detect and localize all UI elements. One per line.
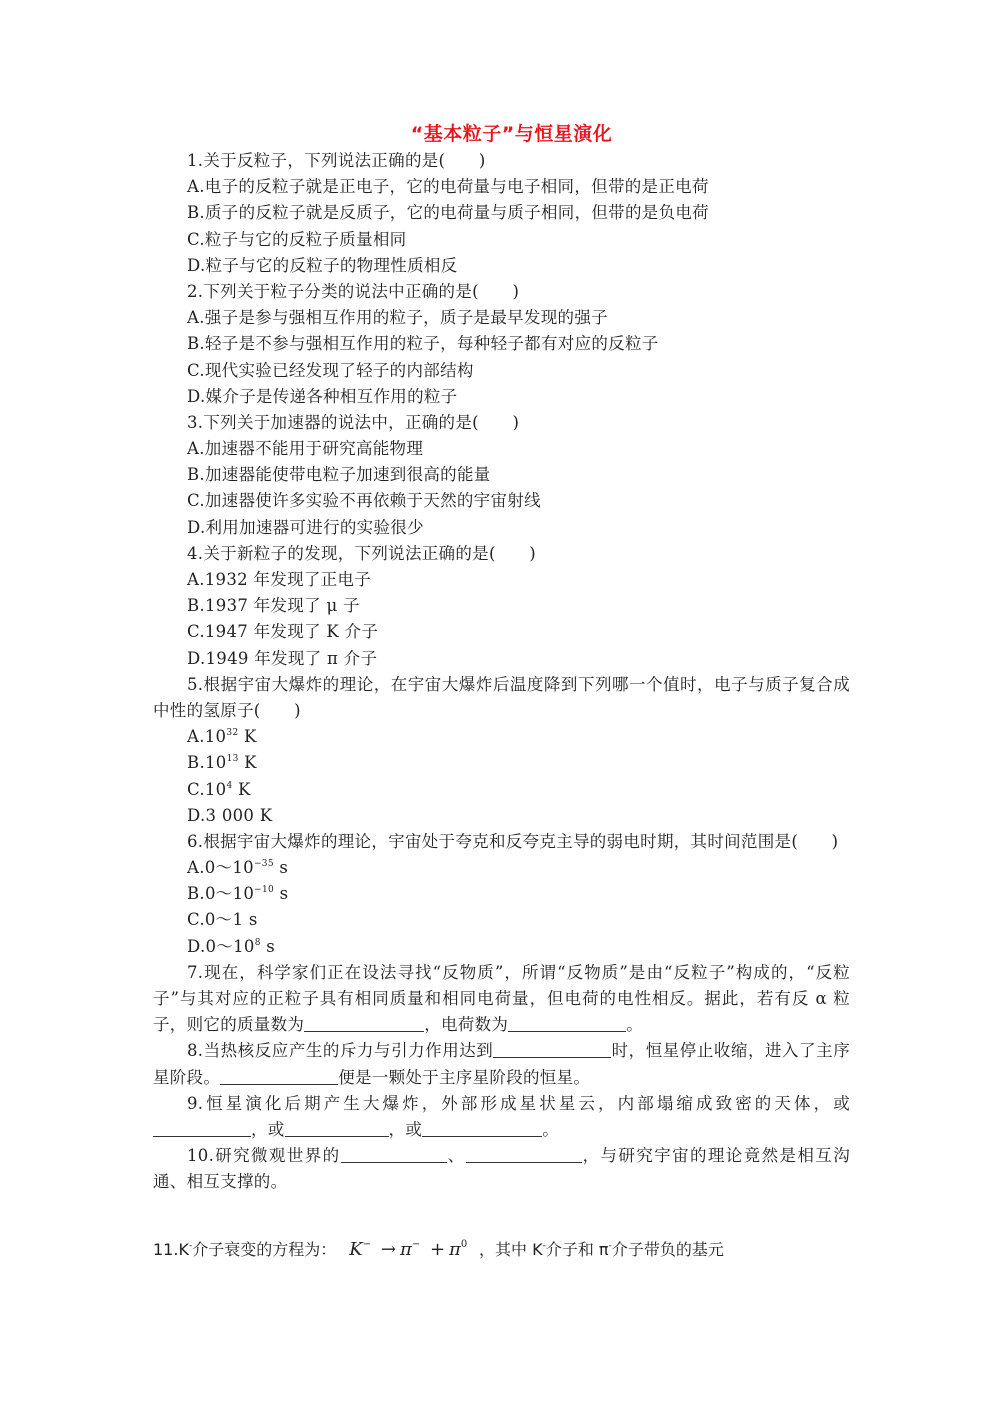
option-d: D.3 000 K bbox=[187, 805, 273, 825]
document-title: “基本粒子”与恒星演化 bbox=[410, 123, 613, 145]
option-d: $D.0\sim 10^8$ s bbox=[187, 936, 276, 956]
document-page bbox=[153, 120, 850, 1196]
option-b: B.1937 年发现了 μ 子 bbox=[187, 596, 360, 616]
option-a: $A.0\sim 10^{-35}$ s bbox=[187, 858, 289, 878]
question-5 bbox=[153, 672, 850, 829]
option-a: A.加速器不能用于研究高能物理 bbox=[187, 439, 424, 459]
fill-blank-remnant-2[interactable] bbox=[285, 1120, 389, 1137]
question-stem: 1.关于反粒子，下列说法正确的是( ) bbox=[187, 151, 486, 170]
option-d: D.粒子与它的反粒子的物理性质相反 bbox=[187, 255, 458, 275]
question-11: 11.K-介子衰变的方程为： $K^- \to \pi^- + \pi^0$ ，其中 K-介子和 π-介子带负的基元 bbox=[153, 1239, 724, 1260]
fill-blank-theory-1[interactable] bbox=[341, 1146, 447, 1163]
fill-blank-remnant-3[interactable] bbox=[422, 1120, 542, 1137]
question-stem: 5.根据宇宙大爆炸的理论，在宇宙大爆炸后温度降到下列哪一个值时，电子与质子复合成中性的氢原子( ) bbox=[153, 674, 850, 720]
question-3 bbox=[153, 410, 850, 541]
option-c: C.1947 年发现了 K 介子 bbox=[187, 622, 379, 642]
fill-blank-remnant-1[interactable] bbox=[153, 1120, 251, 1137]
option-b: $B.0\sim 10^{-10}$ s bbox=[187, 884, 289, 904]
option-c: C.现代实验已经发现了轻子的内部结构 bbox=[187, 360, 474, 380]
option-d: D.利用加速器可进行的实验很少 bbox=[187, 517, 424, 537]
question-6 bbox=[153, 829, 850, 960]
option-b: B.加速器能使带电粒子加速到很高的能量 bbox=[187, 465, 491, 485]
option-a: A.电子的反粒子就是正电子，它的电荷量与电子相同，但带的是正电荷 bbox=[187, 177, 709, 197]
fill-blank-theory-2[interactable] bbox=[466, 1146, 582, 1163]
option-c: $C.10^4$ K bbox=[187, 779, 251, 799]
question-2 bbox=[153, 279, 850, 410]
question-stem: 2.下列关于粒子分类的说法中正确的是( ) bbox=[187, 281, 520, 301]
fill-blank-balance[interactable] bbox=[493, 1041, 611, 1058]
fill-blank-main-sequence-star[interactable] bbox=[220, 1068, 338, 1085]
fill-blank-charge-number[interactable] bbox=[508, 1015, 626, 1032]
option-b: B.质子的反粒子就是反质子，它的电荷量与质子相同，但带的是负电荷 bbox=[187, 203, 709, 223]
question-4 bbox=[153, 541, 850, 672]
option-a: A.强子是参与强相互作用的粒子，质子是最早发现的强子 bbox=[187, 308, 608, 328]
option-c: C.粒子与它的反粒子质量相同 bbox=[187, 229, 407, 249]
option-a: $A.10^{32}$ K bbox=[187, 727, 257, 747]
option-a: A.1932 年发现了正电子 bbox=[187, 570, 372, 589]
fill-blank-mass-number[interactable] bbox=[304, 1015, 424, 1032]
option-b: $B.10^{13}$ K bbox=[187, 753, 257, 773]
decay-equation: $K^- \to \pi^- + \pi^0$ bbox=[349, 1239, 468, 1260]
question-stem: 3.下列关于加速器的说法中，正确的是( ) bbox=[187, 412, 520, 432]
option-d: D.媒介子是传递各种相互作用的粒子 bbox=[187, 386, 458, 406]
question-stem: 6.根据宇宙大爆炸的理论，宇宙处于夸克和反夸克主导的弱电时期，其时间范围是( ) bbox=[187, 831, 839, 851]
question-9: 9.恒星演化后期产生大爆炸，外部形成星状星云，内部塌缩成致密的天体，或，或 ，或 。 bbox=[153, 1091, 850, 1143]
option-c: C.加速器使许多实验不再依赖于天然的宇宙射线 bbox=[187, 491, 541, 511]
question-10: 10.研究微观世界的 、 ，与研究宇宙的理论竟然是相互沟通、相互支撑的。 bbox=[153, 1146, 850, 1192]
question-7: 7.现在，科学家们正在设法寻找“反物质”，所谓“反物质”是由“反粒子”构成的，“反粒子”与其对应的正粒子具有相同质量和相同电荷量，但电荷的电性相反。据此，若有反 α 粒子，则它的质量数为 ，电荷数为 。 bbox=[153, 962, 850, 1035]
option-c: C.0～1 s bbox=[187, 910, 258, 930]
question-1 bbox=[153, 148, 850, 279]
option-b: B.轻子是不参与强相互作用的粒子，每种轻子都有对应的反粒子 bbox=[187, 334, 659, 354]
option-d: D.1949 年发现了 π 介子 bbox=[187, 648, 378, 668]
question-stem: 4.关于新粒子的发现，下列说法正确的是( ) bbox=[187, 543, 537, 563]
question-8: 8.当热核反应产生的斥力与引力作用达到 时，恒星停止收缩，进入了主序星阶段。 便是一颗处于主序星阶段的恒星。 bbox=[153, 1041, 850, 1087]
